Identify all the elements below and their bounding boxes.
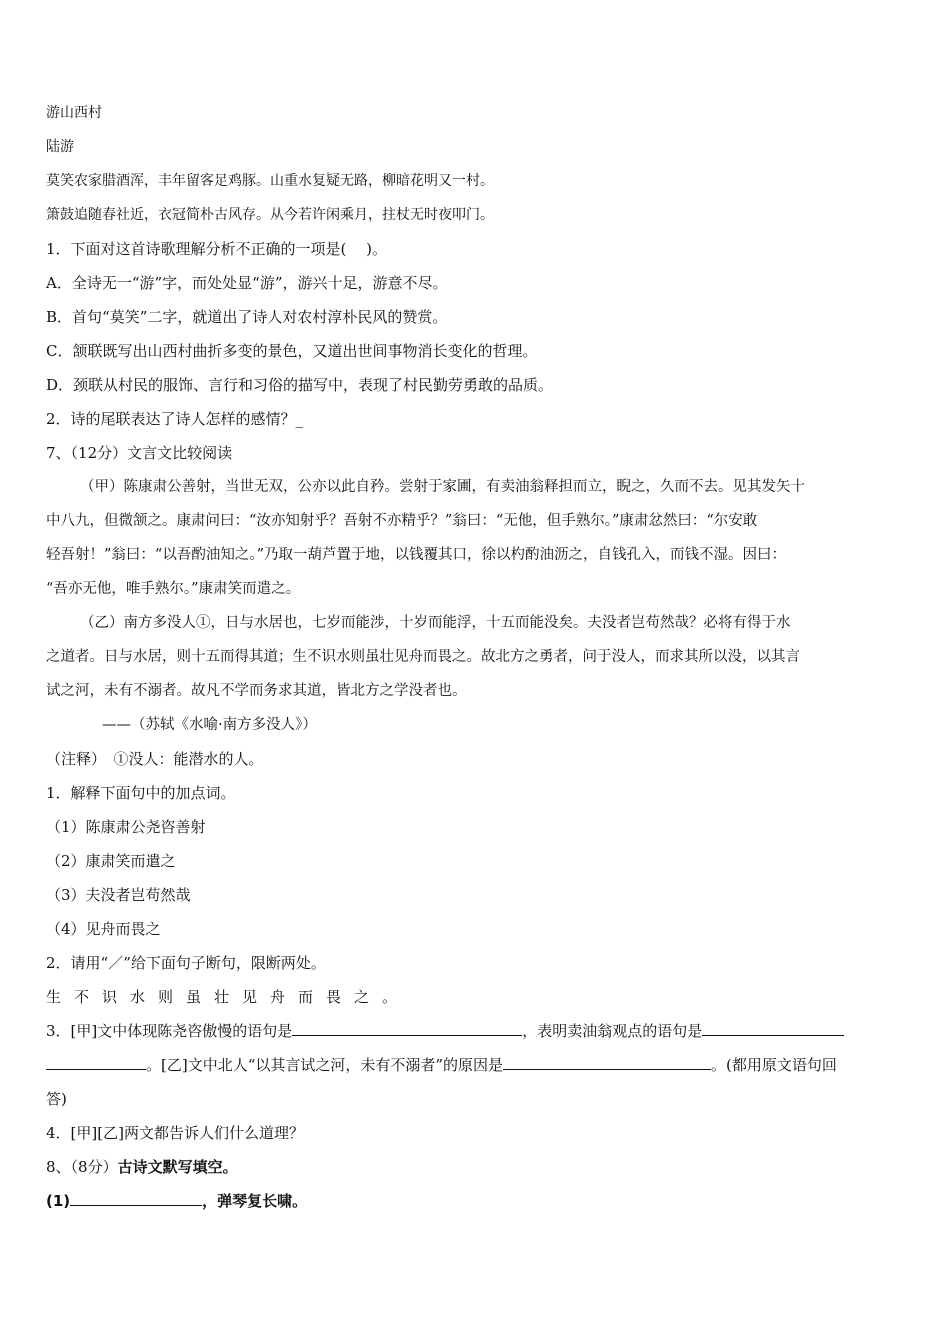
yi-passage-line: 试之河，未有不溺者。故凡不学而务求其道，皆北方之学没者也。 (46, 683, 467, 699)
q3-blank-1[interactable] (292, 1017, 522, 1036)
q6-option-b: B．首句“莫笑”二字，就道出了诗人对农村淳朴民风的赞赏。 (46, 308, 448, 326)
yi-passage-line: 之道者。日与水居，则十五而得其道；生不识水则虽壮见舟而畏之。故北方之勇者，问于没人，而求其所以没，以其言 (46, 649, 800, 665)
q3-blank-2-cont[interactable] (46, 1051, 146, 1070)
q8-item-1-blank[interactable] (70, 1187, 202, 1206)
poem-author: 陆游 (46, 139, 74, 155)
q3-part-d: 。(都用原文语句回 (711, 1056, 837, 1074)
q8-item-1-number: (1) (46, 1192, 71, 1210)
q8-heading-title: 古诗文默写填空。 (117, 1158, 238, 1176)
q7-q1-item: （1）陈康肃公尧咨善射 (46, 818, 206, 836)
q7-note: （注释） ①没人：能潜水的人。 (46, 750, 264, 768)
q3-part-c: 。[乙]文中北人“以其言试之河，未有不溺者”的原因是 (146, 1056, 504, 1074)
q3-blank-3[interactable] (503, 1051, 711, 1070)
poem-line-2: 箫鼓追随春社近，衣冠简朴古风存。从今若许闲乘月，拄杖无时夜叩门。 (46, 207, 494, 223)
q6-option-d: D．颈联从村民的服饰、言行和习俗的描写中，表现了村民勤劳勇敢的品质。 (46, 376, 554, 394)
q6-option-a: A．全诗无一“游”字，而处处显“游”，游兴十足，游意不尽。 (46, 274, 448, 292)
q7-question-2: 2．请用“／”给下面句子断句，限断两处。 (46, 954, 326, 972)
q7-q1-item: （4）见舟而畏之 (46, 920, 161, 938)
q8-heading (46, 1150, 908, 1184)
poem-line-1: 莫笑农家腊酒浑，丰年留客足鸡豚。山重水复疑无路，柳暗花明又一村。 (46, 173, 494, 189)
document-page (46, 96, 908, 1218)
q3-part-a: 3．[甲]文中体现陈尧咨傲慢的语句是 (46, 1022, 293, 1040)
q7-q1-item: （3）夫没者岂苟然哉 (46, 886, 191, 904)
q8-item-1 (46, 1184, 908, 1218)
yi-passage-line: （乙）南方多没人①，日与水居也，七岁而能涉，十岁而能浮，十五而能没矣。夫没者岂苟然哉？必将有得于水 (80, 615, 791, 631)
q8-item-1-text: ，弹琴复长啸。 (202, 1192, 308, 1210)
q7-question-4: 4．[甲][乙]两文都告诉人们什么道理？ (46, 1124, 304, 1142)
q7-question-1: 1．解释下面句中的加点词。 (46, 784, 236, 802)
jia-passage-line: 轻吾射！”翁曰：“以吾酌油知之。”乃取一葫芦置于地，以钱覆其口，徐以杓酌油沥之，自钱孔入，而钱不湿。因曰： (46, 547, 786, 563)
yi-passage-credit: ——（苏轼《水喻·南方多没人》） (102, 717, 317, 733)
poem-title: 游山西村 (46, 105, 102, 121)
q7-q2-sentence: 生不识水则虽壮见舟而畏之。 (46, 988, 411, 1006)
jia-passage-line: “吾亦无他，唯手熟尔。”康肃笑而遣之。 (46, 581, 301, 597)
q3-part-b: ，表明卖油翁观点的语句是 (522, 1022, 703, 1040)
jia-passage-line: 中八九，但微颔之。康肃问曰：“汝亦知射乎？吾射不亦精乎？”翁曰：“无他，但手熟尔。”康肃忿然曰：“尔安敢 (46, 513, 758, 529)
q6-question-2: 2．诗的尾联表达了诗人怎样的感情？_ (46, 410, 304, 428)
q7-heading: 7、（12分）文言文比较阅读 (46, 444, 233, 462)
jia-passage-line: （甲）陈康肃公善射，当世无双，公亦以此自矜。尝射于家圃，有卖油翁释担而立，睨之，久而不去。见其发矢十 (80, 479, 805, 495)
q3-blank-2[interactable] (702, 1017, 844, 1036)
q8-heading-prefix: 8、（8分） (46, 1158, 118, 1176)
q7-question-3-line-1 (46, 1014, 908, 1048)
q7-question-3-line-2 (46, 1048, 908, 1082)
q7-question-3-line-3: 答) (46, 1090, 67, 1108)
q7-q1-item: （2）康肃笑而遣之 (46, 852, 176, 870)
q6-question-1: 1．下面对这首诗歌理解分析不正确的一项是( )。 (46, 240, 388, 258)
q6-option-c: C．颔联既写出山西村曲折多变的景色，又道出世间事物消长变化的哲理。 (46, 342, 538, 360)
